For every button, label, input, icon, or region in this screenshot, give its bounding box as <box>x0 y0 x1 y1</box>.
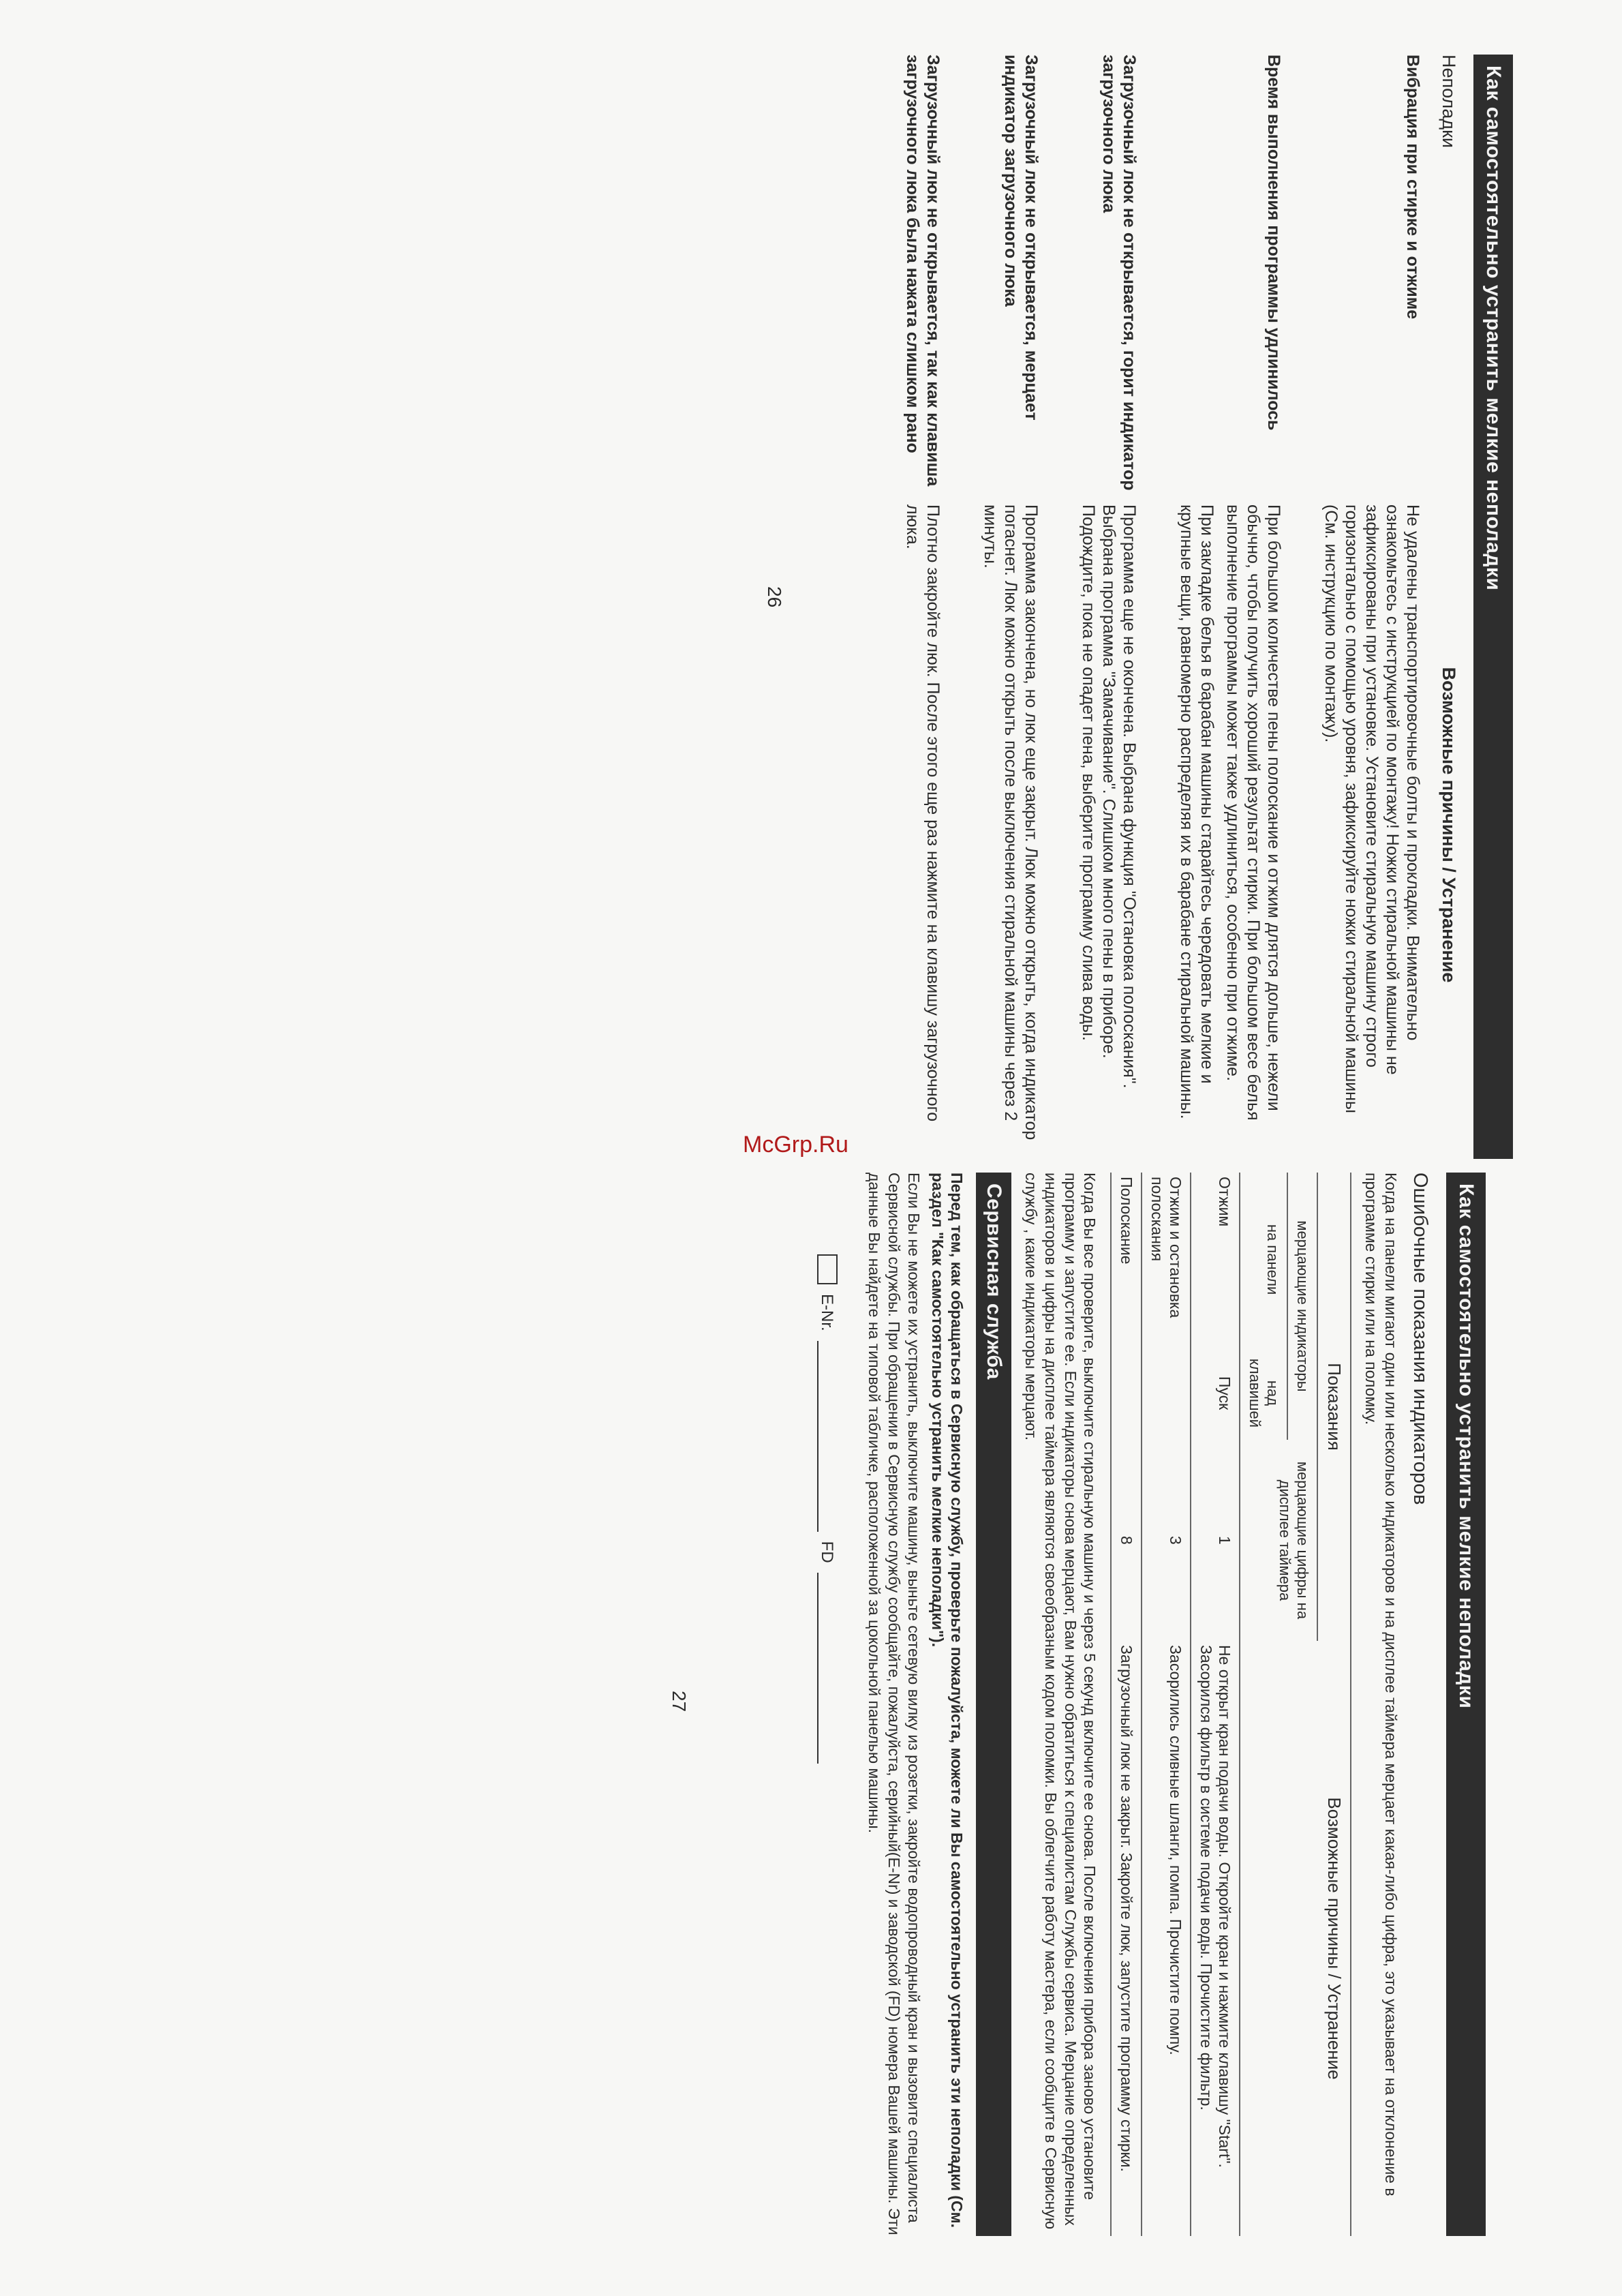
table-header-remedy: Возможные причины / Устранение <box>1240 1641 1351 2236</box>
cause-text: Программа еще не окончена. Выбрана функция "Остановка полоскания". Выбрана программа "Замачивание". Слишком много пены в приборе. Подождите, пока не опадет пена, выберите программу слива воды. <box>1078 504 1139 1089</box>
page-number: 26 <box>764 586 785 608</box>
page-26 <box>758 55 1513 1159</box>
enr-blank <box>817 1341 835 1532</box>
cell-key <box>1112 1346 1142 1440</box>
intro-text: Когда на панели мигают один или несколько индикаторов и на дисплее таймера мерцает какая-либо цифра, это указывает на отклонение в программе стирки или на поломку. <box>1362 1173 1400 2196</box>
page26-banner: Как самостоятельно устранить мелкие неполадки <box>1473 55 1513 1159</box>
cell-key <box>1142 1346 1191 1440</box>
col-timer-digits: мерцающие цифры на дисплее таймера <box>1240 1440 1318 1641</box>
trouble-row <box>1315 55 1423 1159</box>
fault-text: Загрузочный люк не открывается, горит индикатор загрузочного люка <box>1099 55 1139 491</box>
header-cause: Возможные причины / Устранение <box>1439 667 1459 983</box>
col-over-key: над клавишей <box>1240 1346 1288 1440</box>
cell-panel: Полоскание <box>1112 1173 1142 1346</box>
trouble-row <box>897 55 943 1159</box>
cause-text: Плотно закройте люк. После этого еще раз нажмите на клавишу загрузочного люка. <box>902 504 943 1122</box>
section-subtitle: Ошибочные показания индикаторов <box>1409 1173 1431 1505</box>
cell-panel: Отжим и остановка полоскания <box>1142 1173 1191 1346</box>
header-fault: Неполадки <box>1439 55 1459 148</box>
page-27 <box>668 1173 1486 2236</box>
col-blinking-indicators: мерцающие индикаторы <box>1288 1173 1318 1440</box>
page26-table-header <box>1438 55 1460 1159</box>
page27-banner: Как самостоятельно устранить мелкие неполадки <box>1446 1173 1486 2236</box>
table-row <box>1112 1173 1142 2236</box>
service-banner: Сервисная служба <box>977 1173 1012 2236</box>
trouble-row <box>975 55 1041 1159</box>
table-header-main: Показания <box>1318 1173 1351 1641</box>
fault-text: Время выполнения программы удлинилось <box>1264 55 1283 431</box>
table-row <box>1191 1173 1240 2236</box>
cell-remedy: Не открыт кран подачи воды. Откройте кран и нажмите клавишу "Start". Засорился фильтр в системе подачи воды. Прочистите фильтр. <box>1191 1641 1240 2236</box>
fd-label: FD <box>817 1541 836 1563</box>
enr-label: E-Nr. <box>817 1294 836 1331</box>
cell-digit: 8 <box>1112 1440 1142 1641</box>
cell-digit: 3 <box>1142 1440 1191 1641</box>
page-number: 27 <box>669 1691 690 1712</box>
fault-text: Вибрация при стирке и отжиме <box>1403 55 1422 320</box>
cell-remedy: Засорились сливные шланги, помпа. Прочистите помпу. <box>1142 1641 1191 2236</box>
serial-number-fields <box>817 1254 838 2236</box>
cause-text: Не удалены транспортировочные болты и прокладки. Внимательно ознакомьтесь с инструкцией по монтажу! Ножки стиральной машины не зафиксированы при установке. Установите стиральную машину строго горизонтально с помощью уровня, зафиксируйте ножки стиральной машины (См. инструкцию по монтажу). <box>1321 504 1422 1113</box>
watermark: McGrp.Ru <box>743 1132 848 1158</box>
indicator-table <box>1111 1173 1352 2236</box>
cell-remedy: Загрузочный люк не закрыт. Закройте люк, запустите программу стирки. <box>1112 1641 1142 2236</box>
cell-digit: 1 <box>1191 1440 1240 1641</box>
fault-text: Загрузочный люк не открывается, мерцает индикатор загрузочного люка <box>1000 55 1041 421</box>
col-panel: на панели <box>1240 1173 1288 1346</box>
enr-box <box>817 1254 838 1284</box>
cell-key: Пуск <box>1191 1346 1240 1440</box>
cause-text: Программа закончена, но люк еще закрыт. Люк можно открыть, когда индикатор погаснет. Люк можно открыть после выключения стиральной машины через 2 минуты. <box>980 504 1041 1141</box>
after-table-text: Когда Вы все проверите, выключите стиральную машину и через 5 секунд включите ее снова. После включения прибора заново установите программу и запустите ее. Если индикаторы снова мерцают, Вам нужно обратиться к специалистам Службы сервиса. Мерцание определенных индикаторов и цифры на дисплее таймера являются своеобразным кодом поломки. Вы облегчите работу мастера, если сообщите в Сервисную службу , какие индикаторы мерцают. <box>1022 1173 1099 2230</box>
cell-panel: Отжим <box>1191 1173 1240 1346</box>
fault-text: Загрузочный люк не открывается, так как клавиша загрузочного люка была нажата слишком рано <box>902 55 943 487</box>
table-row <box>1142 1173 1191 2236</box>
cause-text: При закладке белья в барабан машины старайтесь чередовать мелкие и крупные вещи, равномерно распределяя их в барабане стиральной машины. <box>1176 504 1216 1119</box>
fd-blank <box>817 1573 835 1764</box>
service-bold-text: Перед тем, как обращаться в Сервисную службу, проверьте пожалуйста, можете ли Вы самостоятельно устранить эти неполадки (См. раздел "Как самостоятельно устранить мелкие неполадки"). <box>928 1173 966 2229</box>
trouble-row <box>1171 55 1284 1159</box>
trouble-row <box>1073 55 1139 1159</box>
service-text: Если Вы не можете их устранить, выключите машину, выньте сетевую вилку из розетки, закройте водопроводный кран и вызовите специалиста Сервисной службы. При обращении в Сервисную службу сообщайте, пожалуйста, серийный(E-Nr) и заводской (FD) номера Вашей машины. Эти данные Вы найдете на типовой табличке, расположенной за цокольной панелью машины. <box>866 1173 923 2235</box>
cause-text: При большом количестве пены полоскание и отжим длятся дольше, нежели обычно, чтобы получить хороший результат стирки. При большом весе белья выполнение программы может также удлиниться, особенно при отжиме. <box>1223 504 1283 1121</box>
